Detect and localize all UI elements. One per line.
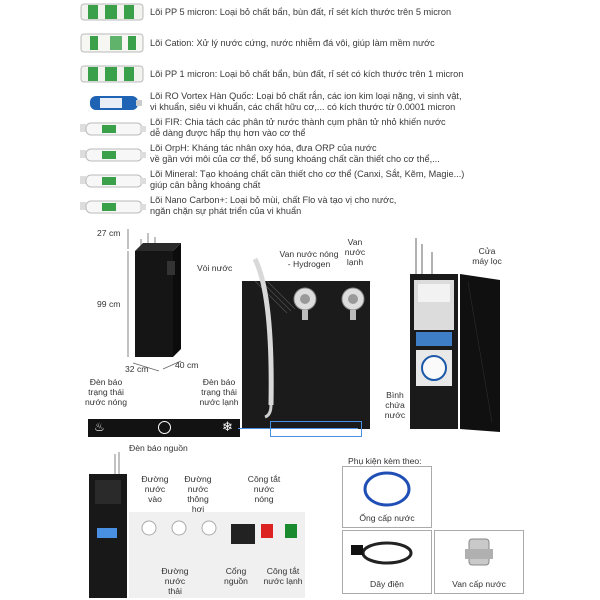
back-view xyxy=(85,448,315,600)
accessory-valve xyxy=(434,530,524,594)
faucet-label: Vòi nước xyxy=(197,263,233,273)
filter-mineral-text: Lõi Mineral: Tạo khoáng chất cần thiết cho cơ thể (Canxi, Sắt, Kẽm, Magie...) giúp cân bằng khoáng chất xyxy=(150,169,465,190)
cold-indicator-label: Đèn báo trạng thái nước lạnh xyxy=(199,377,239,407)
power-indicator-icon xyxy=(158,421,171,434)
filter-fir-image xyxy=(78,120,148,138)
filter-cation-image xyxy=(80,32,146,54)
indicator-panel xyxy=(88,419,240,437)
filter-pp1-image xyxy=(80,63,146,85)
hot-switch-label: Công tắt nước nóng xyxy=(247,474,281,504)
cold-valve-label: Van nước lạnh xyxy=(344,237,366,267)
filter-ro-text: Lõi RO Vortex Hàn Quốc: Loại bỏ chất rắn, các ion kim loại nặng, vi sinh vật, vi khuẩn, siêu vi khuẩn, các chất hữu cơ,... có kích thước từ 0.0001 micron xyxy=(150,91,462,112)
filter-ro-image xyxy=(88,92,144,114)
accessories-title: Phụ kiện kèm theo: xyxy=(348,456,422,466)
hot-valve-label: Van nước nóng - Hydrogen xyxy=(279,249,339,269)
accessory-cable xyxy=(342,530,432,594)
cabinet-door-label: Cửa máy lọc xyxy=(472,246,502,266)
valve-label: Van cấp nước xyxy=(452,579,506,589)
filter-fir-text: Lõi FIR: Chia tách các phân tử nước thành cụm phân tử nhỏ khiến nước dễ dàng được hấp thụ hơn vào cơ thể xyxy=(150,117,446,138)
filter-pp1-text: Lõi PP 1 micron: Loại bỏ chất bẩn, bùn đất, rỉ sét có kích thước trên 1 micron xyxy=(150,69,464,79)
filter-nano-carbon-text: Lõi Nano Carbon+: Loại bỏ mùi, chất Flo và tạo vị cho nước, ngăn chặn sự phát triển của vi khuẩn xyxy=(150,195,397,216)
filter-cation-text: Lõi Cation: Xử lý nước cứng, nước nhiễm đá vôi, giúp làm mềm nước xyxy=(150,38,435,48)
filter-orph-image xyxy=(78,146,148,164)
cable-label: Dây điện xyxy=(370,579,404,589)
dimension-depth-label: 32 cm xyxy=(125,364,149,374)
water-tank-label: Bình chứa nước xyxy=(384,390,406,420)
waste-label: Đường nước thải xyxy=(161,566,189,596)
cold-switch-label: Công tắt nước lạnh xyxy=(263,566,303,586)
filter-nano-carbon-image xyxy=(78,198,148,216)
hot-indicator-label: Đèn báo trạng thái nước nóng xyxy=(85,377,127,407)
cold-indicator-icon: ❄ xyxy=(222,419,233,434)
valve-icon xyxy=(435,531,523,575)
filter-orph-text: Lõi OrpH: Kháng tác nhân oxy hóa, đưa ORP của nước về gần với môi của cơ thể, bổ sung khoáng chất cần thiết cho cơ thể,... xyxy=(150,143,440,164)
inlet-label: Đường nước vào xyxy=(141,474,169,504)
filter-pp5-text: Lõi PP 5 micron: Loại bỏ chất bẩn, bùn đất, rỉ sét kích thước trên 5 micron xyxy=(150,7,452,17)
power-port-label: Cổng nguồn xyxy=(224,566,248,586)
hose-icon xyxy=(343,467,431,511)
filter-pp5-image xyxy=(80,1,146,23)
power-indicator-label: Đèn báo nguồn xyxy=(129,443,188,453)
dimension-height-label: 99 cm xyxy=(97,299,121,309)
accessory-hose xyxy=(342,466,432,528)
dimension-top-label: 27 cm xyxy=(97,228,121,238)
power-cable-icon xyxy=(343,531,431,575)
filter-mineral-image xyxy=(78,172,148,190)
hose-label: Ống cấp nước xyxy=(359,513,415,523)
vent-label: Đường nước thông hơi xyxy=(184,474,212,514)
hot-indicator-icon: ♨ xyxy=(94,420,105,434)
indicator-zoom-box xyxy=(270,421,362,437)
dimension-width-label: 40 cm xyxy=(175,360,199,370)
open-cabinet-view xyxy=(380,232,515,440)
